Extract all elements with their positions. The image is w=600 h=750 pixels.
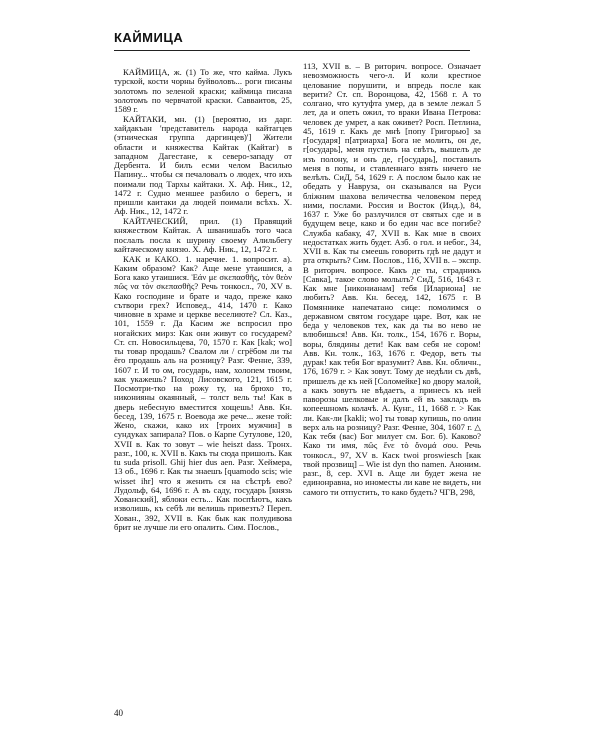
header-divider — [114, 50, 470, 51]
right-column — [303, 62, 481, 497]
left-column — [114, 68, 292, 532]
running-head-title: КАЙМИЦА — [114, 30, 184, 45]
entry-kaitaki: КАЙТАКИ, мн. (1) [вероятно, из дарг. хайдакъан 'представитель народа кайтагцев (этническая группа даргинцев)'] Жители области и княжества Кайтак (Кайтаг) в западном Дагестане, к северо-западу от Дербента. И билъ есми челом Василью Папину... чтобы ся печаловалъ о людех, что ихъ поимали под Тархы кайтаки. Х. Аф. Ник., 12, 1472 г. Судно меншее разбило о берегъ, и пришли каитаки да людей поимали всѣхъ. Х. Аф. Ник., 12, 1472 г. — [114, 113, 292, 217]
entry-kak-continued: 113, XVII в. – В риторич. вопросе. Означает невозможность чего-л. И коли крестное целование порушити, и впредь после как верити? Ст. сп. Воронцова, 42, 1568 г. А то солгано, что кутуфта умер, да в земле лежал 5 лет, да и опеть ожил, то враки Ивана Петрова: человек де умрет, а как оживет? Росп. Петлина, 45, 1619 г. Какъ де мнѣ [попу Григорью] за г[осударя] п[атриарха] Бога не молить, он де, г[осударь], меня пустилъ на свѣтъ, вышелъ де изъ полону, и онъ де, г[осударь], поставилъ меня в попы, и ставленнаго взять ничего не велѣлъ. СиД, 54, 1629 г. А послом было как не обедать у Наврузa, он сказывался на Руси бліжним шахова величества человеком перед ними, послами. Россия и Восток (Инд.), 84, 1637 г. Уже бо разлучился от святых сде и в будущем веце, како и бо един час все погибе? Служба кабаку, 47, XVII в. Как мне в своих недостатках жить будет. Азб. о гол. и небог., 34, XVII в. Как ты смеешь говорить гдѣ не дадут и рта открыть? Сим. Послов., 116, XVII в. – экспр. В риторич. вопросе. Какъ де ты, страдникъ [Савка], такое слово молылъ? СиД, 516, 1643 г. Как мне [никонианам] тебя [Илариона] не любить? Авв. Кн. бесед, 142, 1675 г. В Помяннике напечатано сице: помолимся о державном святом государе царе. Вот, как не беда у человеков тех, как да ты во нево не влюбишься! Авв. Кн. толк., 154, 1676 г. Воры, воры, блядины дети! Как вам себя не сором! Авв. Кн. толк., 163, 1676 г. Федор, веть ты дурак! как тебя Бог вразумит? Авв. Кн. обличн., 176, 1679 г. > Как зовут. Тому де недѣли съ двѣ, пришелъ де къ ней [Соломейке] ко двору малой, а какъ зовутъ не вѣдаетъ, а принесъ къ ней паворозы шелковые и далъ ей въ закладъ въ копеешномъ колачѣ. А. Кунг., 11, 1668 г. > Как ли. Как-ли [kakli; wo] ты товар купишь, по олин верх аль на розницу? Разг. Фенне, 304, 1607 г. △ Как тебя (вас) Бог милует см. Бог. б). Каково? Како ти имя, πῶς ἔνε τὸ ὄνομά σου. Речь тонкосл., 97, XV в. Каск twoi proswiesch [как твой прозвищ] – Wie ist dyn tho namen. Аноним. разг., 8, сер. XVI в. Аще ли будет жена не единонравна, но иноместы ли каве не видеть, ни самого ти отпустить, то како будеть? ЧГВ, 298, — [303, 61, 481, 497]
entry-kak: КАК и КАКО. 1. наречие. 1. вопросит. а). Каким образом? Как? Аще мене утаишися, а Бога како утаишися. Ἐάν με σκεπασθῆς, τὸν θεὸν πῶς να τὸν σκεπασθῆς? Речь тонкосл., 70, XV в. Како господине и брате и чадо, преже како сътвори грех? Исповед., 414, 1470 г. Како чиновне в храме и церкве веселиюте? Сл. Каз., 101, 1559 г. Да Касим же вспросил про ногайских мирз: Как они живут со государем? Ст. сп. Новосильцева, 70, 1570 г. Как [kak; wo] ты товар продашь? Свалом ли / сгрёбом ли ты ёго продашь аль на розницу? Разг. Фенне, 339, 1607 г. И то ом, государь, нам, холопем твоим, как укажешь? Поход Лисовского, 121, 1615 г. Посмотри-тко на рожу ту, на брюхо то, никонияны окаянный, – толст вель ты! Как в дверь небесную вместится хощешь! Авв. Кн. бесед, 139, 1675 г. Воевода же рече... жене той: Жено, скажи, како их [троих мужчин] в сундуках запирала? Пов. о Карпе Сутулове, 120, XVII в. Как то зовут – wie heiszt dass. Тронх. разг., 100, к. XVII в. Какъ ты сюда пришолъ. Как tu suda prisoll. Ghij hier dus aen. Разг. Хеймера, 13 об., 1696 г. Как ты знаешъ [quamodo scis; wie wisset ihr] что я женить ся на сѣстрѣ ево? Лудольф, 64, 1696 г. А въ саду, государь [князь Хованский], яблоки есть... Как поспѣютъ, какъ изволишь, къ себѣ ли велишь привезть? Переп. Хован., 392, XVII в. Как бык как полудивова брит не лучше ли его опалить. Сим. Послов., — [114, 253, 292, 532]
entry-kaitacheskiy: КАЙТАЧЕСКИЙ, прил. (1) Правящий княжеством Кайтак. А шванишабъ того часа послалъ посла к шурину своему Алильбегу кайтаческому князю. Х. Аф. Ник., 12, 1472 г. — [114, 216, 292, 254]
page-number: 40 — [114, 708, 123, 718]
entry-kaimitsa: КАЙМИЦА, ж. (1) То же, что каймa. Лукъ турской, кости чорны буйволовъ... роги писаны золотомъ по зеленой краски; каймица писана золотомъ по червчатой краски. Савваитов, 25, 1589 г. — [114, 67, 292, 114]
